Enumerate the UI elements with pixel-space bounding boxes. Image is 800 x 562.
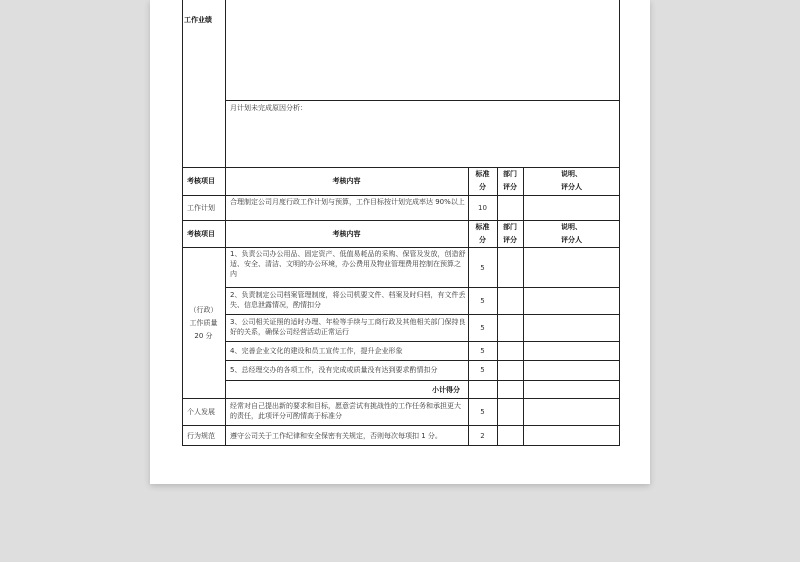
personal-score: 5 <box>480 408 485 416</box>
personal-item: 个人发展 <box>187 408 215 416</box>
row-line <box>182 220 620 221</box>
header-content: 考核内容 <box>332 230 361 238</box>
admin-row-content: 1、负责公司办公用品、固定资产、低值易耗品的采购、保管及发放，创造舒适、安全、清洁、文明的办公环境，办公费用及物业管理费用控制在预算之内 <box>230 250 466 278</box>
admin-row-score: 5 <box>480 366 485 374</box>
col-line-standard <box>497 167 498 446</box>
row-line <box>225 360 620 361</box>
plan-score: 10 <box>478 204 487 212</box>
plan-item: 工作计划 <box>187 204 215 212</box>
header-desc-2: 评分人 <box>561 183 582 191</box>
admin-row-content: 2、负责制定公司档案管理制度，将公司机要文件、档案及时归档，有文件丢失、信息泄露情况，酌情扣分 <box>230 291 466 309</box>
header-desc-1: 说明、 <box>561 170 582 178</box>
work-performance-divider <box>225 0 226 168</box>
conduct-content: 遵守公司关于工作纪律和安全保密有关规定，否则每次每项扣 1 分。 <box>230 432 442 440</box>
header-dept-1: 部门 <box>503 170 517 178</box>
header-standard-1: 标准 <box>475 170 490 178</box>
monthly-plan-divider <box>225 100 620 101</box>
work-performance-block <box>182 0 620 168</box>
row-line <box>225 314 620 315</box>
admin-row-content: 3、公司相关证照的适时办理、年检等手续与工商行政及其他相关部门保持良好的关系，确保公司经营活动正常运行 <box>230 318 466 336</box>
header-dept-1: 部门 <box>503 223 517 231</box>
work-performance-label: 工作业绩 <box>184 16 212 24</box>
header-dept-2: 评分 <box>503 183 517 191</box>
col-line-dept <box>523 167 524 446</box>
header-standard-2: 分 <box>479 183 486 191</box>
admin-row-content: 4、完善企业文化的建设和员工宣传工作，提升企业形象 <box>230 347 403 355</box>
header-dept-2: 评分 <box>503 236 517 244</box>
row-line <box>182 398 620 399</box>
admin-row-score: 5 <box>480 264 485 272</box>
header-desc-1: 说明、 <box>561 223 582 231</box>
row-line <box>225 380 620 381</box>
personal-content: 经常对自己提出新的要求和目标，愿意尝试有挑战性的工作任务和承担更大的责任，此项评分可酌情高于标准分 <box>230 402 461 420</box>
document-page <box>150 0 650 484</box>
subtotal-label: 小计得分 <box>432 386 460 394</box>
admin-row-content: 5、总经理交办的各项工作，没有完成或质量没有达到要求酌情扣分 <box>230 366 438 374</box>
monthly-plan-note: 月计划未完成原因分析： <box>230 104 307 112</box>
row-line <box>182 425 620 426</box>
conduct-score: 2 <box>480 432 485 440</box>
header-item: 考核项目 <box>187 230 215 238</box>
header-desc-2: 评分人 <box>561 236 582 244</box>
conduct-item: 行为规范 <box>187 432 215 440</box>
admin-group-label-3: 20 分 <box>194 332 213 340</box>
col-line-item <box>225 167 226 446</box>
plan-content: 合理制定公司月度行政工作计划与预算，工作目标按计划完成率达 90%以上 <box>230 198 465 206</box>
row-line <box>182 247 620 248</box>
header-content: 考核内容 <box>332 177 361 185</box>
admin-row-score: 5 <box>480 324 485 332</box>
row-line <box>225 287 620 288</box>
header-item: 考核项目 <box>187 177 215 185</box>
row-line <box>182 195 620 196</box>
row-line <box>225 341 620 342</box>
header-standard-2: 分 <box>479 236 486 244</box>
admin-group-label-1: （行政） <box>189 306 218 314</box>
admin-row-score: 5 <box>480 347 485 355</box>
header-standard-1: 标准 <box>475 223 490 231</box>
admin-row-score: 5 <box>480 297 485 305</box>
admin-group-label-2: 工作质量 <box>189 319 218 327</box>
